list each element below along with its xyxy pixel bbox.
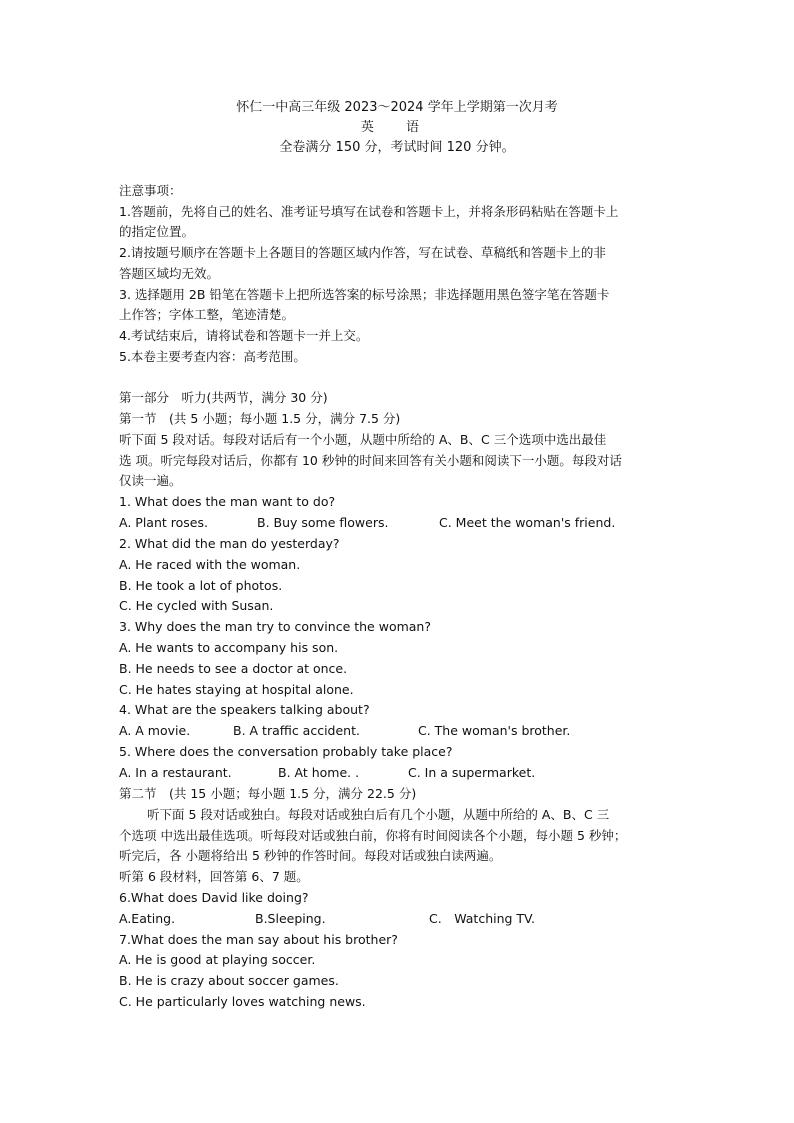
score-info: 全卷满分 150 分，考试时间 120 分钟。 bbox=[279, 140, 515, 155]
q6-option-b: B.Sleeping. bbox=[255, 911, 326, 926]
q1-option-c: C. Meet the woman's friend. bbox=[439, 515, 616, 530]
note-line: 答题区域均无效。 bbox=[119, 266, 220, 281]
question-7: 7.What does the man say about his brother? bbox=[119, 932, 398, 947]
exam-title: 怀仁一中高三年级 2023～2024 学年上学期第一次月考 bbox=[236, 100, 558, 115]
section2-title: 第二节 (共 15 小题；每小题 1.5 分，满分 22.5 分) bbox=[119, 786, 417, 801]
material-6-heading: 听第 6 段材料，回答第 6、7 题。 bbox=[119, 869, 309, 884]
question-1: 1. What does the man want to do? bbox=[119, 494, 336, 509]
section1-instructions: 听下面 5 段对话。每段对话后有一个小题，从题中所给的 A、B、C 三个选项中选出最佳 bbox=[119, 432, 607, 447]
q4-option-b: B. A traffic accident. bbox=[233, 723, 360, 738]
q3-option-b: B. He needs to see a doctor at once. bbox=[119, 661, 348, 676]
section1-instructions: 仅读一遍。 bbox=[119, 473, 182, 488]
q2-option-b: B. He took a lot of photos. bbox=[119, 578, 283, 593]
q7-option-a: A. He is good at playing soccer. bbox=[119, 952, 316, 967]
question-4: 4. What are the speakers talking about? bbox=[119, 702, 370, 717]
subject-title: 英 语 bbox=[360, 120, 434, 135]
section2-instructions: 听完后，各 小题将给出 5 秒钟的作答时间。每段对话或独白读两遍。 bbox=[119, 848, 502, 863]
section2-instructions: 个选项 中选出最佳选项。听每段对话或独白前，你将有时间阅读各个小题，每小题 5 秒钟； bbox=[119, 828, 627, 843]
part1-title: 第一部分 听力(共两节，满分 30 分) bbox=[119, 390, 328, 405]
question-3: 3. Why does the man try to convince the woman? bbox=[119, 619, 431, 634]
q3-option-c: C. He hates staying at hospital alone. bbox=[119, 682, 354, 697]
q3-option-a: A. He wants to accompany his son. bbox=[119, 640, 339, 655]
q2-option-a: A. He raced with the woman. bbox=[119, 557, 301, 572]
q1-option-b: B. Buy some flowers. bbox=[257, 515, 389, 530]
note-line: 3. 选择题用 2B 铅笔在答题卡上把所选答案的标号涂黑；非选择题用黑色签字笔在答题卡 bbox=[119, 287, 610, 302]
q2-option-c: C. He cycled with Susan. bbox=[119, 598, 274, 613]
q6-option-c: C. Watching TV. bbox=[429, 911, 535, 926]
q5-option-c: C. In a supermarket. bbox=[408, 765, 536, 780]
q6-option-a: A.Eating. bbox=[119, 911, 176, 926]
note-line: 5.本卷主要考查内容：高考范围。 bbox=[119, 349, 306, 364]
note-line: 4.考试结束后，请将试卷和答题卡一并上交。 bbox=[119, 328, 369, 343]
q7-option-b: B. He is crazy about soccer games. bbox=[119, 973, 339, 988]
note-line: 的指定位置。 bbox=[119, 224, 195, 239]
note-line: 1.答题前，先将自己的姓名、准考证号填写在试卷和答题卡上，并将条形码粘贴在答题卡上 bbox=[119, 204, 619, 219]
q4-option-c: C. The woman's brother. bbox=[418, 723, 571, 738]
question-5: 5. Where does the conversation probably take place? bbox=[119, 744, 453, 759]
q5-option-b: B. At home. . bbox=[278, 765, 360, 780]
section2-instructions: 听下面 5 段对话或独白。每段对话或独白后有几个小题，从题中所给的 A、B、C 三 bbox=[147, 807, 610, 822]
section1-title: 第一节 (共 5 小题；每小题 1.5 分，满分 7.5 分) bbox=[119, 411, 401, 426]
notes-heading: 注意事项： bbox=[119, 183, 182, 198]
q5-option-a: A. In a restaurant. bbox=[119, 765, 232, 780]
q7-option-c: C. He particularly loves watching news. bbox=[119, 994, 366, 1009]
question-6: 6.What does David like doing? bbox=[119, 890, 309, 905]
section1-instructions: 选 项。听完每段对话后，你都有 10 秒钟的时间来回答有关小题和阅读下一小题。每段对话 bbox=[119, 453, 622, 468]
question-2: 2. What did the man do yesterday? bbox=[119, 536, 340, 551]
note-line: 2.请按题号顺序在答题卡上各题目的答题区域内作答，写在试卷、草稿纸和答题卡上的非 bbox=[119, 245, 606, 260]
q4-option-a: A. A movie. bbox=[119, 723, 191, 738]
q1-option-a: A. Plant roses. bbox=[119, 515, 208, 530]
note-line: 上作答；字体工整，笔迹清楚。 bbox=[119, 307, 295, 322]
